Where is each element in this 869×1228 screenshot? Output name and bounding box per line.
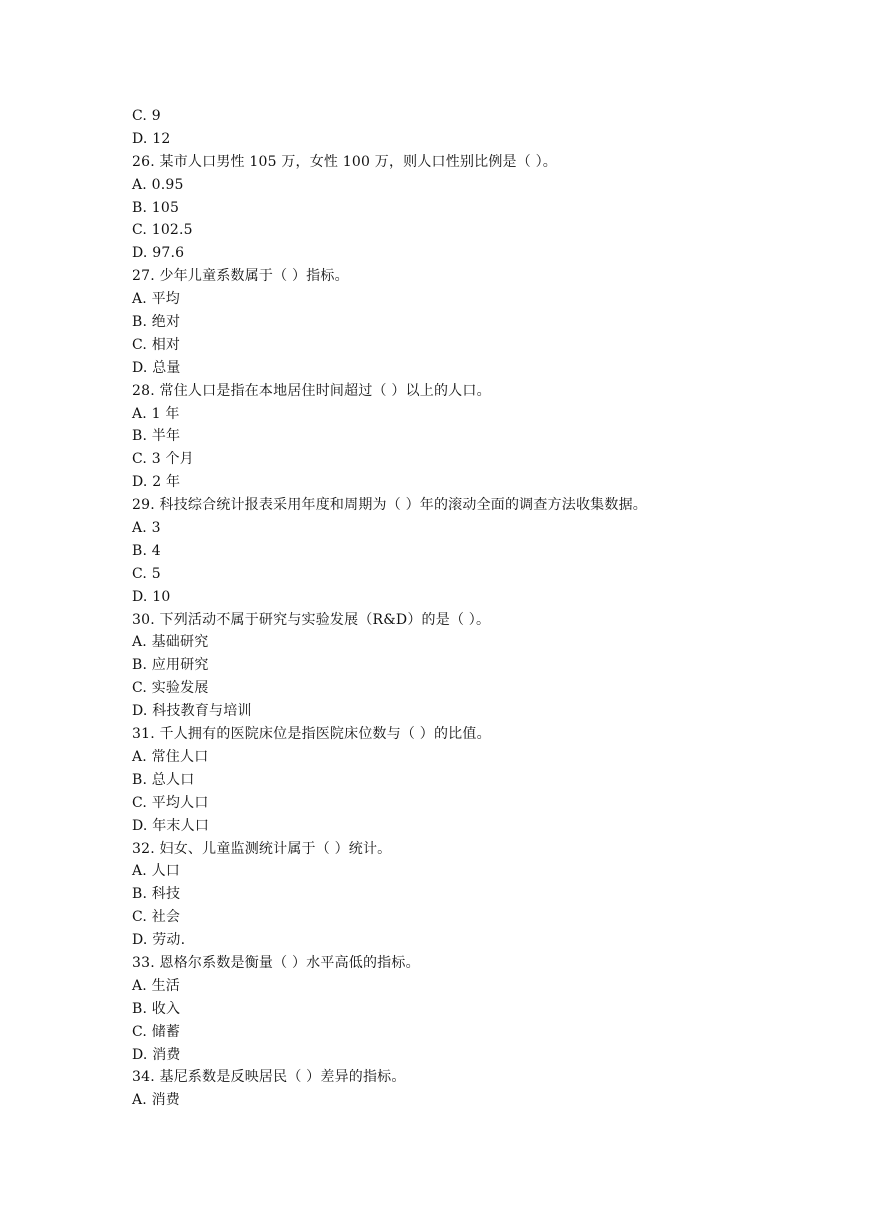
option-line: A. 平均 — [132, 291, 181, 308]
option-line: B. 绝对 — [132, 314, 181, 331]
option-line: A. 1 年 — [132, 405, 180, 422]
option-line: C. 实验发展 — [132, 680, 209, 697]
option-line: C. 相对 — [132, 336, 181, 353]
option-line: D. 科技教育与培训 — [132, 703, 252, 720]
question-line: 32. 妇女、儿童监测统计属于（ ）统计。 — [132, 840, 392, 857]
text-line: D. 12 — [132, 130, 171, 147]
option-line: C. 储蓄 — [132, 1023, 181, 1040]
option-line: D. 总量 — [132, 359, 181, 376]
option-line: D. 消费 — [132, 1046, 181, 1063]
question-line: 34. 基尼系数是反映居民（ ）差异的指标。 — [132, 1069, 406, 1086]
option-line: C. 社会 — [132, 909, 181, 926]
option-line: B. 科技 — [132, 886, 181, 903]
option-line: D. 劳动. — [132, 932, 186, 949]
option-line: C. 102.5 — [132, 222, 193, 239]
option-line: B. 应用研究 — [132, 657, 209, 674]
question-line: 30. 下列活动不属于研究与实验发展（R&D）的是（ ）。 — [132, 611, 491, 628]
option-line: D. 年末人口 — [132, 817, 210, 834]
question-line: 27. 少年儿童系数属于（ ）指标。 — [132, 268, 349, 285]
question-line: 31. 千人拥有的医院床位是指医院床位数与（ ）的比值。 — [132, 726, 491, 743]
option-line: C. 平均人口 — [132, 794, 209, 811]
option-line: C. 5 — [132, 565, 161, 582]
question-line: 33. 恩格尔系数是衡量（ ）水平高低的指标。 — [132, 954, 420, 971]
option-line: B. 105 — [132, 199, 180, 216]
question-line: 28. 常住人口是指在本地居住时间超过（ ）以上的人口。 — [132, 382, 491, 399]
option-line: B. 收入 — [132, 1000, 181, 1017]
option-line: D. 97.6 — [132, 245, 185, 262]
option-line: B. 4 — [132, 542, 161, 559]
option-line: A. 消费 — [132, 1092, 181, 1109]
text-line: C. 9 — [132, 108, 161, 124]
question-list — [132, 105, 772, 1112]
option-line: A. 生活 — [132, 977, 181, 994]
question-line: 29. 科技综合统计报表采用年度和周期为（ ）年的滚动全面的调查方法收集数据。 — [132, 497, 647, 514]
option-line: D. 10 — [132, 588, 171, 605]
option-line: A. 人口 — [132, 863, 181, 880]
option-line: C. 3 个月 — [132, 451, 194, 468]
option-line: A. 基础研究 — [132, 634, 209, 651]
question-line: 26. 某市人口男性 105 万，女性 100 万，则人口性别比例是（ ）。 — [132, 153, 558, 170]
option-line: D. 2 年 — [132, 474, 181, 491]
option-line: A. 常住人口 — [132, 748, 209, 765]
option-line: B. 总人口 — [132, 771, 195, 788]
option-line: A. 3 — [132, 520, 161, 537]
option-line: B. 半年 — [132, 428, 181, 445]
option-line: A. 0.95 — [132, 176, 184, 193]
